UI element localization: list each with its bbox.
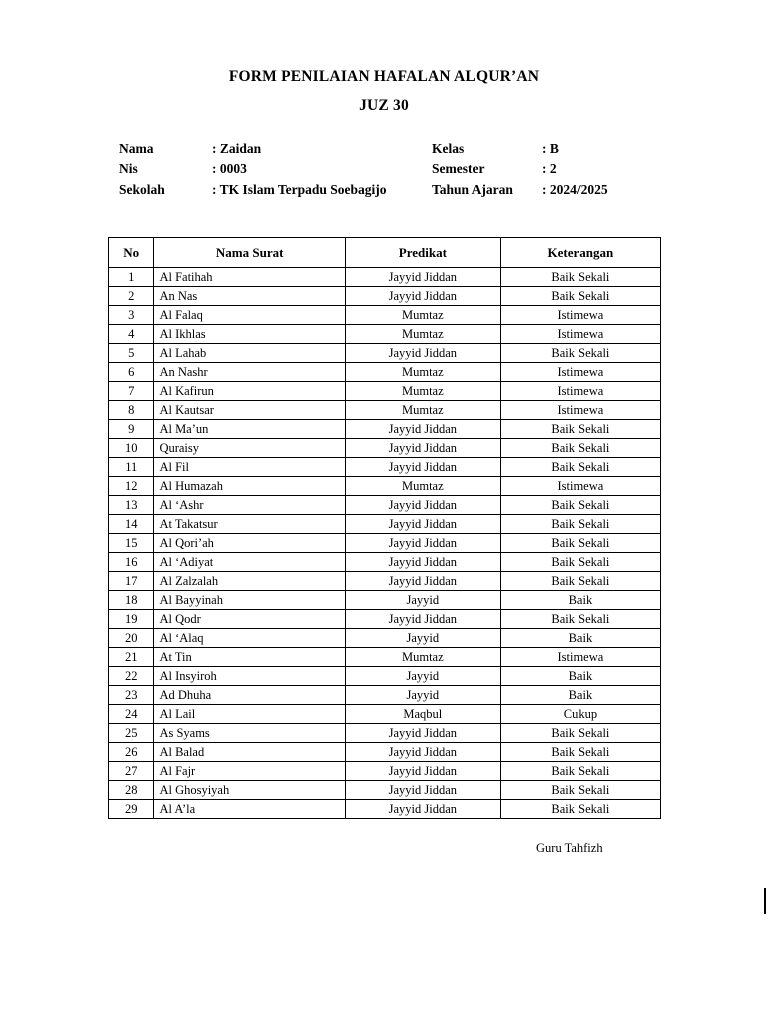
cell-no: 16 (109, 553, 154, 572)
cell-keterangan: Istimewa (500, 401, 660, 420)
cell-keterangan: Baik (500, 667, 660, 686)
table-row (109, 325, 661, 344)
cell-nama-surat: Al Qodr (154, 610, 345, 629)
semester-value: : 2 (542, 161, 557, 176)
cell-nama-surat: Al Ghosyiyah (154, 781, 345, 800)
cell-nama-surat: An Nashr (154, 363, 345, 382)
table-row (109, 363, 661, 382)
cell-keterangan: Istimewa (500, 363, 660, 382)
cell-keterangan: Baik Sekali (500, 762, 660, 781)
cell-predikat: Jayyid Jiddan (345, 724, 500, 743)
cell-no: 15 (109, 534, 154, 553)
cell-no: 21 (109, 648, 154, 667)
table-row (109, 553, 661, 572)
table-row (109, 705, 661, 724)
cell-keterangan: Baik Sekali (500, 572, 660, 591)
nama-value: : Zaidan (212, 141, 262, 156)
cell-nama-surat: Al Humazah (154, 477, 345, 496)
cell-no: 7 (109, 382, 154, 401)
cell-predikat: Jayyid Jiddan (345, 515, 500, 534)
cell-no: 17 (109, 572, 154, 591)
cell-keterangan: Baik Sekali (500, 287, 660, 306)
table-row (109, 477, 661, 496)
table-row (109, 287, 661, 306)
cell-nama-surat: Al ‘Ashr (154, 496, 345, 515)
cell-keterangan: Istimewa (500, 477, 660, 496)
table-row (109, 534, 661, 553)
sekolah-label: Sekolah (119, 182, 165, 197)
cell-predikat: Jayyid (345, 667, 500, 686)
table-row (109, 743, 661, 762)
cell-predikat: Mumtaz (345, 648, 500, 667)
cell-nama-surat: Al Kautsar (154, 401, 345, 420)
cell-no: 11 (109, 458, 154, 477)
form-title: FORM PENILAIAN HAFALAN ALQUR’AN (228, 68, 540, 85)
cell-nama-surat: Al Fatihah (154, 268, 345, 287)
cell-predikat: Maqbul (345, 705, 500, 724)
table-row (109, 610, 661, 629)
cell-predikat: Jayyid Jiddan (345, 534, 500, 553)
cell-nama-surat: Al Kafirun (154, 382, 345, 401)
cell-nama-surat: Ad Dhuha (154, 686, 345, 705)
cell-nama-surat: Al ‘Adiyat (154, 553, 345, 572)
cell-no: 9 (109, 420, 154, 439)
table-row (109, 439, 661, 458)
cell-keterangan: Baik Sekali (500, 781, 660, 800)
table-row (109, 800, 661, 819)
kelas-label: Kelas (432, 141, 465, 156)
nis-label: Nis (119, 161, 138, 176)
table-row (109, 382, 661, 401)
cell-predikat: Jayyid Jiddan (345, 268, 500, 287)
table-row (109, 591, 661, 610)
cell-nama-surat: Al Fil (154, 458, 345, 477)
tahun-ajaran-label: Tahun Ajaran (432, 182, 513, 197)
nama-label: Nama (119, 141, 154, 156)
cell-predikat: Jayyid Jiddan (345, 610, 500, 629)
table-row (109, 344, 661, 363)
cell-keterangan: Baik Sekali (500, 458, 660, 477)
cell-predikat: Jayyid Jiddan (345, 572, 500, 591)
table-row (109, 420, 661, 439)
cell-no: 29 (109, 800, 154, 819)
cell-keterangan: Istimewa (500, 648, 660, 667)
cell-nama-surat: Al Lail (154, 705, 345, 724)
cell-no: 2 (109, 287, 154, 306)
cell-keterangan: Baik Sekali (500, 800, 660, 819)
semester-label: Semester (432, 161, 485, 176)
cell-no: 23 (109, 686, 154, 705)
cell-keterangan: Baik Sekali (500, 496, 660, 515)
table-row (109, 648, 661, 667)
cell-keterangan: Baik Sekali (500, 344, 660, 363)
cell-nama-surat: Al Balad (154, 743, 345, 762)
cell-no: 1 (109, 268, 154, 287)
cell-predikat: Mumtaz (345, 363, 500, 382)
cell-no: 18 (109, 591, 154, 610)
table-row (109, 458, 661, 477)
cell-keterangan: Baik Sekali (500, 439, 660, 458)
cell-keterangan: Istimewa (500, 382, 660, 401)
table-row (109, 401, 661, 420)
cell-nama-surat: Al Ma’un (154, 420, 345, 439)
table-row (109, 686, 661, 705)
header-no: No (109, 238, 154, 268)
cell-predikat: Jayyid Jiddan (345, 743, 500, 762)
cell-no: 28 (109, 781, 154, 800)
table-row (109, 268, 661, 287)
cell-predikat: Mumtaz (345, 306, 500, 325)
table-row (109, 629, 661, 648)
cell-no: 26 (109, 743, 154, 762)
grades-table-body (109, 268, 661, 819)
cell-keterangan: Baik Sekali (500, 610, 660, 629)
header-nama-surat: Nama Surat (154, 238, 345, 268)
cell-keterangan: Baik Sekali (500, 534, 660, 553)
cell-predikat: Mumtaz (345, 401, 500, 420)
table-row (109, 667, 661, 686)
cell-no: 14 (109, 515, 154, 534)
cell-predikat: Jayyid Jiddan (345, 344, 500, 363)
cell-no: 22 (109, 667, 154, 686)
cell-no: 4 (109, 325, 154, 344)
cell-no: 19 (109, 610, 154, 629)
cell-no: 27 (109, 762, 154, 781)
cell-no: 13 (109, 496, 154, 515)
cell-nama-surat: Al Insyiroh (154, 667, 345, 686)
cell-keterangan: Cukup (500, 705, 660, 724)
table-row (109, 306, 661, 325)
cell-no: 12 (109, 477, 154, 496)
cell-no: 5 (109, 344, 154, 363)
table-header-row (109, 238, 661, 268)
cell-predikat: Jayyid (345, 591, 500, 610)
table-row (109, 572, 661, 591)
header-predikat: Predikat (345, 238, 500, 268)
cell-nama-surat: Al Falaq (154, 306, 345, 325)
cell-keterangan: Baik (500, 591, 660, 610)
cell-keterangan: Baik Sekali (500, 268, 660, 287)
cell-nama-surat: Quraisy (154, 439, 345, 458)
cell-nama-surat: At Takatsur (154, 515, 345, 534)
sekolah-value: : TK Islam Terpadu Soebagijo (212, 182, 387, 197)
cell-keterangan: Baik Sekali (500, 420, 660, 439)
cell-keterangan: Istimewa (500, 306, 660, 325)
table-row (109, 724, 661, 743)
table-row (109, 496, 661, 515)
kelas-value: : B (542, 141, 559, 156)
table-row (109, 515, 661, 534)
cell-no: 3 (109, 306, 154, 325)
cell-nama-surat: As Syams (154, 724, 345, 743)
form-subtitle: JUZ 30 (359, 97, 409, 114)
cell-no: 6 (109, 363, 154, 382)
cell-nama-surat: Al Lahab (154, 344, 345, 363)
cell-keterangan: Baik (500, 629, 660, 648)
cell-nama-surat: Al Bayyinah (154, 591, 345, 610)
cell-predikat: Jayyid Jiddan (345, 439, 500, 458)
cell-nama-surat: At Tin (154, 648, 345, 667)
cell-no: 20 (109, 629, 154, 648)
cell-predikat: Mumtaz (345, 477, 500, 496)
page-edge-mark (764, 888, 766, 914)
cell-predikat: Jayyid Jiddan (345, 420, 500, 439)
cell-keterangan: Baik Sekali (500, 724, 660, 743)
cell-no: 8 (109, 401, 154, 420)
cell-nama-surat: An Nas (154, 287, 345, 306)
cell-predikat: Jayyid (345, 686, 500, 705)
cell-nama-surat: Al Zalzalah (154, 572, 345, 591)
cell-nama-surat: Al A’la (154, 800, 345, 819)
table-row (109, 781, 661, 800)
cell-nama-surat: Al Ikhlas (154, 325, 345, 344)
cell-predikat: Jayyid Jiddan (345, 496, 500, 515)
cell-no: 25 (109, 724, 154, 743)
cell-no: 24 (109, 705, 154, 724)
header-keterangan: Keterangan (500, 238, 660, 268)
cell-keterangan: Baik (500, 686, 660, 705)
cell-nama-surat: Al ‘Alaq (154, 629, 345, 648)
nis-value: : 0003 (212, 161, 247, 176)
cell-predikat: Jayyid Jiddan (345, 553, 500, 572)
cell-predikat: Jayyid Jiddan (345, 800, 500, 819)
cell-predikat: Jayyid Jiddan (345, 781, 500, 800)
cell-predikat: Jayyid Jiddan (345, 287, 500, 306)
cell-predikat: Jayyid Jiddan (345, 458, 500, 477)
cell-predikat: Jayyid Jiddan (345, 762, 500, 781)
cell-predikat: Mumtaz (345, 325, 500, 344)
table-row (109, 762, 661, 781)
signature-label: Guru Tahfizh (536, 841, 603, 855)
cell-predikat: Mumtaz (345, 382, 500, 401)
tahun-ajaran-value: : 2024/2025 (542, 182, 608, 197)
cell-keterangan: Baik Sekali (500, 553, 660, 572)
cell-keterangan: Istimewa (500, 325, 660, 344)
grades-table (108, 237, 661, 819)
cell-nama-surat: Al Fajr (154, 762, 345, 781)
cell-nama-surat: Al Qori’ah (154, 534, 345, 553)
cell-keterangan: Baik Sekali (500, 515, 660, 534)
cell-keterangan: Baik Sekali (500, 743, 660, 762)
cell-no: 10 (109, 439, 154, 458)
cell-predikat: Jayyid (345, 629, 500, 648)
